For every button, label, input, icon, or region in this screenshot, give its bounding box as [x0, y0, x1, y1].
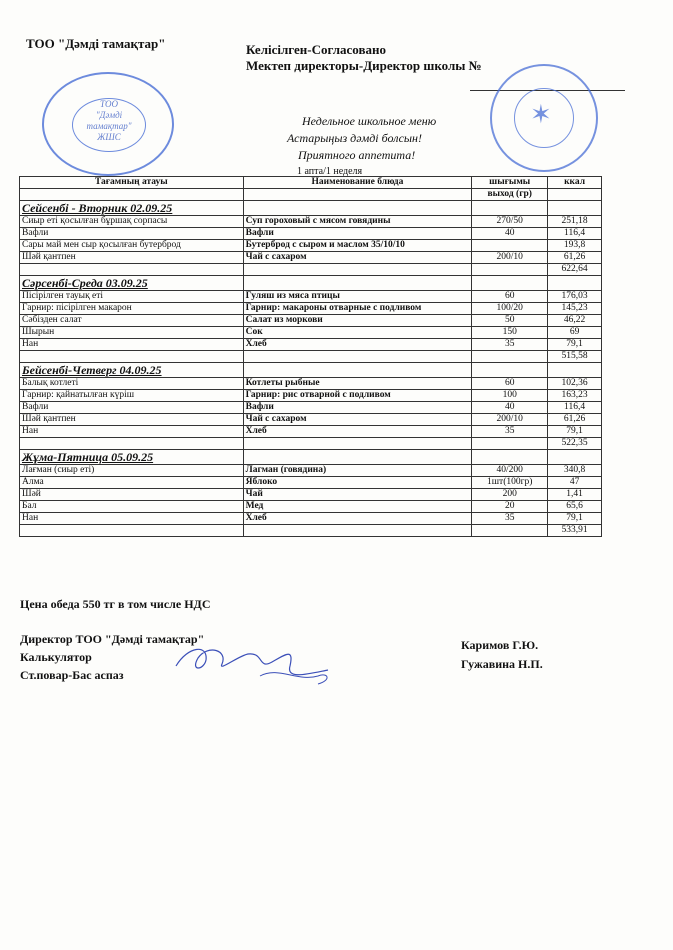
dish-output: 40 [472, 402, 548, 414]
table-row [20, 228, 602, 240]
table-row [20, 513, 602, 525]
dish-name-ru: Салат из моркови [243, 315, 472, 327]
col-header-ru: Наименование блюда [243, 177, 472, 189]
dish-name-kz: Вафли [20, 228, 244, 240]
dish-name-kz: Алма [20, 477, 244, 489]
day-total-row [20, 438, 602, 450]
day-total-kcal: 622,64 [548, 264, 602, 276]
name-calculator: Гужавина Н.П. [461, 657, 543, 671]
table-row [20, 390, 602, 402]
empty-cell [243, 450, 472, 465]
dish-output: 40 [472, 228, 548, 240]
empty-cell [243, 201, 472, 216]
table-header-row [20, 177, 602, 189]
dish-name-kz: Нан [20, 339, 244, 351]
dish-kcal: 79,1 [548, 426, 602, 438]
role-calculator: Калькулятор [20, 650, 92, 664]
lunch-price: Цена обеда 550 тг в том числе НДС [20, 597, 211, 611]
col-subheader-out: выход (гр) [472, 189, 548, 201]
dish-output: 200/10 [472, 252, 548, 264]
dish-name-ru: Гарнир: макароны отварные с подливом [243, 303, 472, 315]
col-subheader-empty [20, 189, 244, 201]
col-header-kz: Тағамның атауы [20, 177, 244, 189]
empty-cell [472, 363, 548, 378]
table-row [20, 240, 602, 252]
dish-kcal: 61,26 [548, 252, 602, 264]
table-row [20, 501, 602, 513]
dish-kcal: 193,8 [548, 240, 602, 252]
dish-name-ru: Чай с сахаром [243, 414, 472, 426]
table-row [20, 489, 602, 501]
day-total-row [20, 351, 602, 363]
dish-output [472, 240, 548, 252]
dish-name-kz: Шәй қантпен [20, 252, 244, 264]
day-total-kcal: 522,35 [548, 438, 602, 450]
day-title: Сейсенбі - Вторник 02.09.25 [20, 201, 244, 216]
empty-cell [548, 201, 602, 216]
empty-cell [20, 438, 244, 450]
week-label: 1 апта/1 неделя [297, 166, 363, 177]
approval-title: Келісілген-Согласовано [246, 42, 386, 57]
dish-kcal: 47 [548, 477, 602, 489]
table-subheader-row [20, 189, 602, 201]
dish-kcal: 1,41 [548, 489, 602, 501]
empty-cell [20, 264, 244, 276]
wish-ru: Приятного аппетита! [298, 148, 416, 162]
dish-kcal: 65,6 [548, 501, 602, 513]
stamp-line-2: "Дәмді [95, 110, 123, 120]
dish-output: 200/10 [472, 414, 548, 426]
dish-kcal: 46,22 [548, 315, 602, 327]
day-title: Бейсенбі-Четверг 04.09.25 [20, 363, 244, 378]
dish-output: 50 [472, 315, 548, 327]
table-row [20, 252, 602, 264]
table-row [20, 477, 602, 489]
table-row [20, 327, 602, 339]
dish-output: 35 [472, 426, 548, 438]
name-director: Каримов Г.Ю. [461, 638, 539, 652]
dish-name-ru: Суп гороховый с мясом говядины [243, 216, 472, 228]
day-total-kcal: 533,91 [548, 525, 602, 537]
dish-name-ru: Хлеб [243, 513, 472, 525]
company-name: ТОО "Дәмді тамақтар" [26, 36, 166, 51]
dish-name-kz: Сиыр еті қосылған бұршақ сорпасы [20, 216, 244, 228]
dish-kcal: 61,26 [548, 414, 602, 426]
menu-body [20, 201, 602, 537]
role-director: Директор ТОО "Дәмді тамақтар" [20, 632, 205, 646]
dish-name-kz: Вафли [20, 402, 244, 414]
dish-output: 35 [472, 513, 548, 525]
table-row [20, 315, 602, 327]
dish-output: 60 [472, 291, 548, 303]
dish-name-ru: Сок [243, 327, 472, 339]
table-row [20, 216, 602, 228]
dish-name-kz: Сары май мен сыр қосылған бутерброд [20, 240, 244, 252]
dish-name-ru: Гарнир: рис отварной с подливом [243, 390, 472, 402]
dish-output: 60 [472, 378, 548, 390]
school-seal [490, 64, 598, 172]
dish-name-kz: Нан [20, 513, 244, 525]
dish-kcal: 69 [548, 327, 602, 339]
dish-name-kz: Сәбізден салат [20, 315, 244, 327]
empty-cell [243, 264, 472, 276]
table-row [20, 465, 602, 477]
dish-output: 100 [472, 390, 548, 402]
col-subheader-empty [548, 189, 602, 201]
dish-name-kz: Бал [20, 501, 244, 513]
empty-cell [472, 264, 548, 276]
empty-cell [472, 525, 548, 537]
dish-name-ru: Чай [243, 489, 472, 501]
col-header-kcal: ккал [548, 177, 602, 189]
dish-output: 150 [472, 327, 548, 339]
day-total-kcal: 515,58 [548, 351, 602, 363]
col-subheader-empty [243, 189, 472, 201]
dish-kcal: 176,03 [548, 291, 602, 303]
empty-cell [243, 525, 472, 537]
dish-name-kz: Шәй қантпен [20, 414, 244, 426]
day-title: Сәрсенбі-Среда 03.09.25 [20, 276, 244, 291]
wish-kz: Астарыңыз дәмді болсын! [287, 131, 422, 145]
dish-output: 40/200 [472, 465, 548, 477]
dish-name-kz: Гарнир: қайнатылған күріш [20, 390, 244, 402]
empty-cell [243, 438, 472, 450]
dish-name-kz: Шырын [20, 327, 244, 339]
dish-name-ru: Лагман (говядина) [243, 465, 472, 477]
stamp-line-4: ЖШС [97, 132, 121, 142]
dish-name-kz: Пісірілген тауық еті [20, 291, 244, 303]
table-row [20, 402, 602, 414]
dish-name-kz: Шәй [20, 489, 244, 501]
empty-cell [472, 351, 548, 363]
dish-output: 35 [472, 339, 548, 351]
dish-kcal: 116,4 [548, 228, 602, 240]
dish-name-ru: Хлеб [243, 426, 472, 438]
stamp-center [72, 98, 146, 152]
menu-table [19, 176, 602, 537]
dish-kcal: 163,23 [548, 390, 602, 402]
dish-kcal: 145,23 [548, 303, 602, 315]
empty-cell [472, 201, 548, 216]
dish-name-ru: Яблоко [243, 477, 472, 489]
dish-name-kz: Лағман (сиыр еті) [20, 465, 244, 477]
empty-cell [548, 450, 602, 465]
empty-cell [243, 351, 472, 363]
col-header-out: шығымы [472, 177, 548, 189]
dish-kcal: 116,4 [548, 402, 602, 414]
table-row [20, 378, 602, 390]
empty-cell [20, 351, 244, 363]
dish-output: 1шт(100гр) [472, 477, 548, 489]
day-header-row [20, 450, 602, 465]
empty-cell [472, 450, 548, 465]
day-title: Жұма-Пятница 05.09.25 [20, 450, 244, 465]
table-row [20, 291, 602, 303]
dish-name-ru: Вафли [243, 228, 472, 240]
dish-name-kz: Гарнир: пісірілген макарон [20, 303, 244, 315]
dish-kcal: 79,1 [548, 339, 602, 351]
dish-output: 100/20 [472, 303, 548, 315]
role-chef: Ст.повар-Бас аспаз [20, 668, 124, 682]
day-header-row [20, 363, 602, 378]
dish-output: 200 [472, 489, 548, 501]
dish-name-ru: Вафли [243, 402, 472, 414]
approval-director: Мектеп директоры-Директор школы № [246, 58, 482, 73]
dish-kcal: 102,36 [548, 378, 602, 390]
signature-stroke-1 [176, 649, 328, 674]
day-header-row [20, 276, 602, 291]
dish-kcal: 79,1 [548, 513, 602, 525]
empty-cell [243, 363, 472, 378]
table-row [20, 414, 602, 426]
dish-output: 20 [472, 501, 548, 513]
day-total-row [20, 264, 602, 276]
menu-title: Недельное школьное меню [302, 114, 437, 128]
dish-name-kz: Балық котлеті [20, 378, 244, 390]
dish-name-ru: Котлеты рыбные [243, 378, 472, 390]
stamp-line-1: ТОО [99, 99, 118, 109]
table-row [20, 339, 602, 351]
table-row [20, 303, 602, 315]
dish-name-ru: Бутерброд с сыром и маслом 35/10/10 [243, 240, 472, 252]
company-stamp [42, 72, 174, 176]
handwritten-signature [168, 636, 338, 692]
dish-kcal: 251,18 [548, 216, 602, 228]
empty-cell [20, 525, 244, 537]
dish-kcal: 340,8 [548, 465, 602, 477]
day-total-row [20, 525, 602, 537]
dish-output: 270/50 [472, 216, 548, 228]
empty-cell [548, 276, 602, 291]
seal-emblem-icon: ✶ [530, 100, 552, 129]
empty-cell [548, 363, 602, 378]
day-header-row [20, 201, 602, 216]
empty-cell [243, 276, 472, 291]
dish-name-ru: Хлеб [243, 339, 472, 351]
dish-name-ru: Гуляш из мяса птицы [243, 291, 472, 303]
empty-cell [472, 438, 548, 450]
stamp-line-3: тамақтар" [86, 121, 132, 131]
dish-name-ru: Мед [243, 501, 472, 513]
table-row [20, 426, 602, 438]
dish-name-kz: Нан [20, 426, 244, 438]
dish-name-ru: Чай с сахаром [243, 252, 472, 264]
empty-cell [472, 276, 548, 291]
